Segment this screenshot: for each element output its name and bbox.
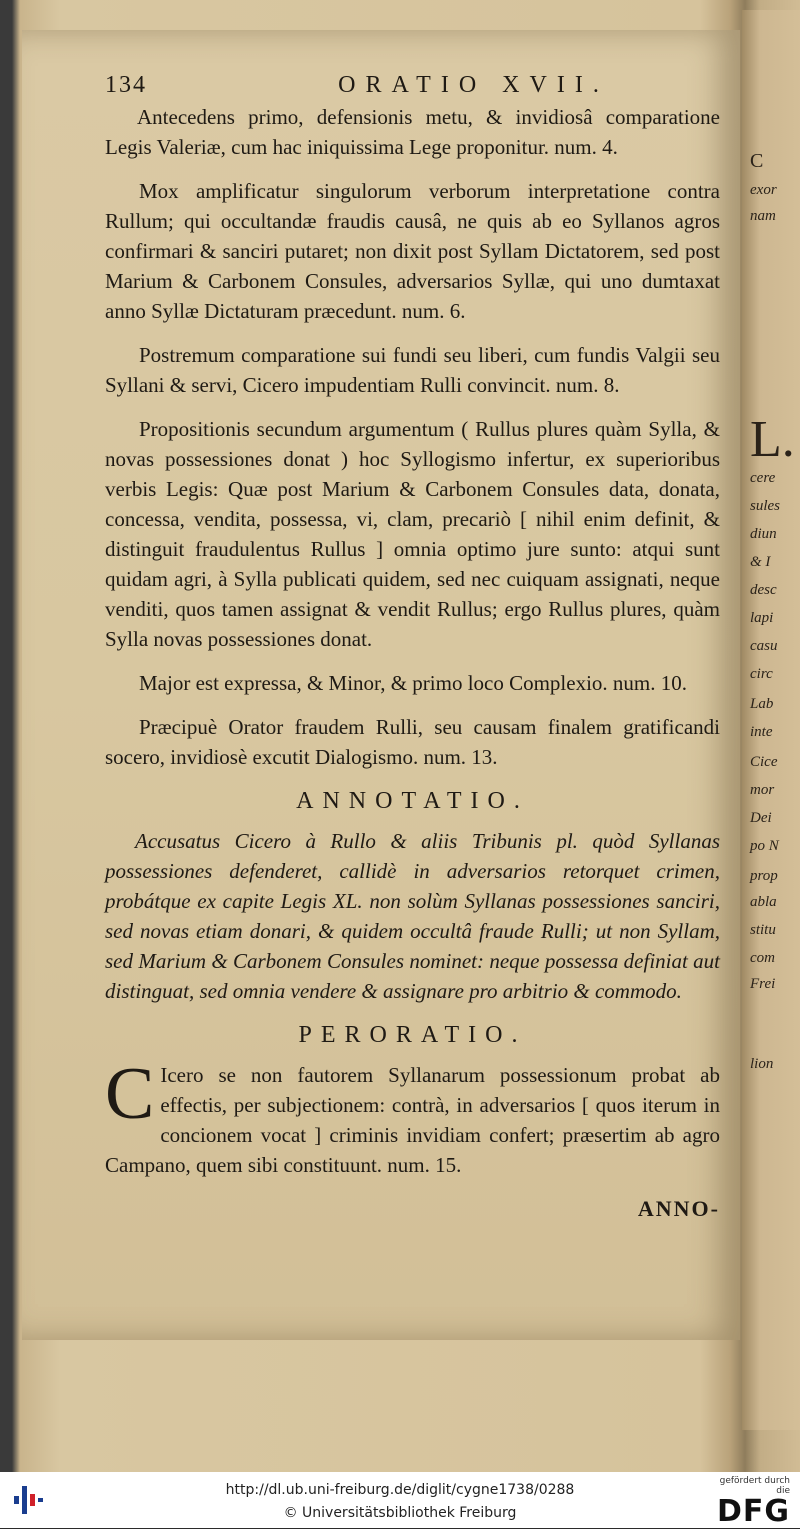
facing-page-fragment: com bbox=[750, 950, 775, 966]
page-text-block bbox=[105, 70, 720, 1224]
page-header bbox=[105, 70, 720, 100]
paragraph-4: Propositionis secundum argumentum ( Rullus plures quàm Sylla, & novas possessiones donat ) hoc Syllogismo infertur, ex superioribus verbis Legis: Quæ post Marium & Carbonem Consules data, donata, concessa, vendita, possessa, vi, clam, precariò [ nihil enim definit, & distinguit fraudulentus Rullus ] omnia optimo jure sunto: atqui sunt quidam agri, à Sylla publicati quidem, sed nec cuiquam assignati, neque venditi, quos tamen assignat & vendit Rullus; ergo Rullus plures, quàm Sylla novas possessiones donat. bbox=[105, 417, 720, 651]
facing-page-fragment: prop bbox=[750, 868, 778, 884]
sponsor-text: gefördert durch die bbox=[719, 1476, 790, 1496]
paragraph-5: Major est expressa, & Minor, & primo loco Complexio. num. 10. bbox=[139, 671, 688, 695]
facing-page-fragment: abla bbox=[750, 894, 777, 910]
facing-page-fragment: inte bbox=[750, 724, 773, 740]
facing-page-fragment: exor bbox=[750, 182, 777, 198]
facing-page-fragment: circ bbox=[750, 666, 773, 682]
permalink-url[interactable]: http://dl.ub.uni-freiburg.de/diglit/cygne1738/0288 bbox=[225, 1482, 575, 1498]
facing-page-fragment: po N bbox=[750, 838, 779, 854]
facing-page-fragment: nam bbox=[750, 208, 776, 224]
facing-page-fragment: casu bbox=[750, 638, 778, 654]
running-title: ORATIO XVII. bbox=[338, 72, 609, 98]
facing-page-fragment: Lab bbox=[750, 696, 774, 712]
facing-page-fragment: desc bbox=[750, 582, 777, 598]
drop-cap: C bbox=[105, 1053, 155, 1135]
paragraph-2: Mox amplificatur singulorum verborum interpretatione contra Rullum; qui occultandæ fraudis causâ, ne quis ab eo Syllanos agros confirmari & sanciri putaret; non dixit post Syllam Dictatorem, sed post Marium & Carbonem Consules, adversarios Syllæ, qui uno dumtaxat anno Syllæ Dictaturam præcedunt. num. 6. bbox=[105, 179, 720, 323]
viewer-footer bbox=[0, 1472, 800, 1528]
paragraph-1: Antecedens primo, defensionis metu, & invidiosâ comparatione Legis Valeriæ, cum hac iniquissima Lege proponitur. num. 4. bbox=[105, 105, 720, 159]
facing-page-fragment: Frei bbox=[750, 976, 776, 992]
facing-page-fragment: lapi bbox=[750, 610, 774, 626]
facing-page-fragment: stitu bbox=[750, 922, 776, 938]
annotatio-text: Accusatus Cicero à Rullo & aliis Tribunis pl. quòd Syllanas possessiones defenderet, callidè in adversarios retorquet crimen, probátque ex capite Legis XL. non solùm Syllanas possessiones sanciri, sed novas etiam donari, & quidem occultâ fraude Rulli; ut non Syllam, sed Marium & Carbonem Consules nominet: neque possessa definiat aut distinguat, sed omnia vendere & assignare pro arbitrio & commodo. bbox=[105, 829, 720, 1003]
copyright-text: © Universitätsbibliothek Freiburg bbox=[283, 1505, 517, 1521]
facing-page-fragment: mor bbox=[750, 782, 775, 798]
facing-page-fragment: sules bbox=[750, 498, 780, 514]
peroratio-text: Icero se non fautorem Syllanarum possessionum probat ab effectis, per subjectionem: contrà, in adversarios [ quos iterum in concionem vocat ] criminis invidiam confert; præsertim ab agro Campano, quem sibi constituunt. num. 15. bbox=[105, 1063, 720, 1177]
paragraph-6: Præcipuè Orator fraudem Rulli, seu causam finalem gratificandi socero, invidiosè excutit Dialogismo. num. 13. bbox=[105, 715, 720, 769]
facing-page-fragment: & I bbox=[750, 554, 771, 570]
facing-page-fragment: Cice bbox=[750, 754, 778, 770]
facing-page-fragment: L. bbox=[750, 411, 795, 468]
facing-page-fragment: C bbox=[750, 150, 764, 172]
facing-page-fragment: cere bbox=[750, 470, 776, 486]
peroratio-block bbox=[105, 1053, 720, 1180]
catchword: ANNO- bbox=[637, 1196, 720, 1221]
facing-page-fragment: diun bbox=[750, 526, 777, 542]
dfg-logo bbox=[704, 1476, 790, 1529]
paragraph-3: Postremum comparatione sui fundi seu liberi, cum fundis Valgii seu Syllani & servi, Cicero impudentiam Rulli convincit. num. 8. bbox=[105, 343, 720, 397]
right-page-edge bbox=[742, 10, 800, 1430]
page-number: 134 bbox=[105, 72, 147, 98]
dfg-logo-text: DFG bbox=[716, 1494, 790, 1529]
annotatio-heading: ANNOTATIO. bbox=[296, 788, 529, 814]
peroratio-heading: PERORATIO. bbox=[298, 1022, 527, 1048]
facing-page-fragment: Dei bbox=[750, 810, 772, 826]
facing-page-fragment: lion bbox=[750, 1056, 774, 1072]
